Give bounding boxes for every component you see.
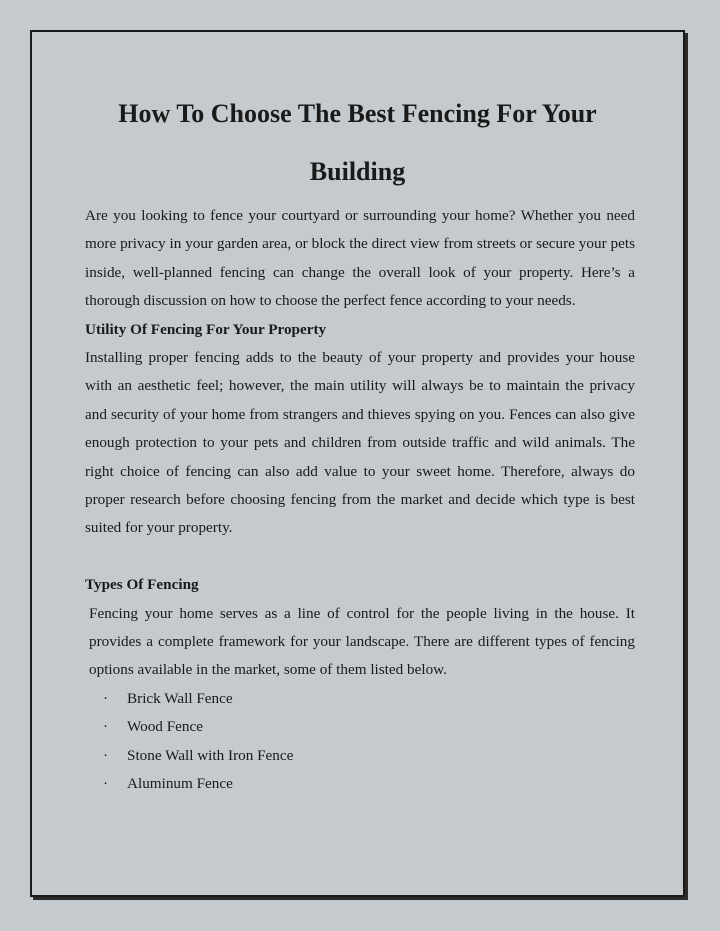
types-heading: Types Of Fencing (85, 576, 199, 594)
list-item (85, 742, 635, 770)
spacer (85, 543, 635, 571)
bullet-icon: · (103, 718, 109, 736)
list-item (85, 770, 635, 798)
list-item (85, 685, 635, 713)
utility-heading: Utility Of Fencing For Your Property (85, 320, 327, 338)
list-item-label: Aluminum Fence (127, 775, 233, 793)
title-line-2: Building (309, 157, 406, 186)
list-item (85, 713, 635, 741)
article-body (85, 202, 635, 799)
list-item-label: Wood Fence (127, 718, 203, 736)
bullet-icon: · (103, 689, 109, 707)
bullet-icon: · (103, 775, 109, 793)
page-title (32, 85, 683, 201)
list-item-label: Stone Wall with Iron Fence (127, 746, 294, 764)
intro-paragraph: Are you looking to fence your courtyard or surrounding your home? Whether you need more privacy in your garden area, or block the direct view from streets or secure your pets inside, well-planned fencing can change the overall look of your property. Here’s a thorough discussion on how to choose the perfect fence according to your needs. (85, 207, 635, 310)
types-paragraph: Fencing your home serves as a line of control for the people living in the house. It provides a complete framework for your landscape. There are different types of fencing options available in the market, some of them listed below. (89, 604, 635, 679)
bullet-icon: · (103, 746, 109, 764)
utility-paragraph: Installing proper fencing adds to the beauty of your property and provides your house with an aesthetic feel; however, the main utility will always be to maintain the privacy and security of your home from strangers and thieves spying on you. Fences can also give enough protection to your pets and children from outside traffic and wild animals. The right choice of fencing can also add value to your sweet home. Therefore, always do proper research before choosing fencing from the market and decide which type is best suited for your property. (85, 349, 635, 537)
document-page (30, 30, 685, 897)
fence-types-list (85, 685, 635, 799)
title-line-1: How To Choose The Best Fencing For Your (118, 99, 597, 128)
list-item-label: Brick Wall Fence (127, 689, 233, 707)
